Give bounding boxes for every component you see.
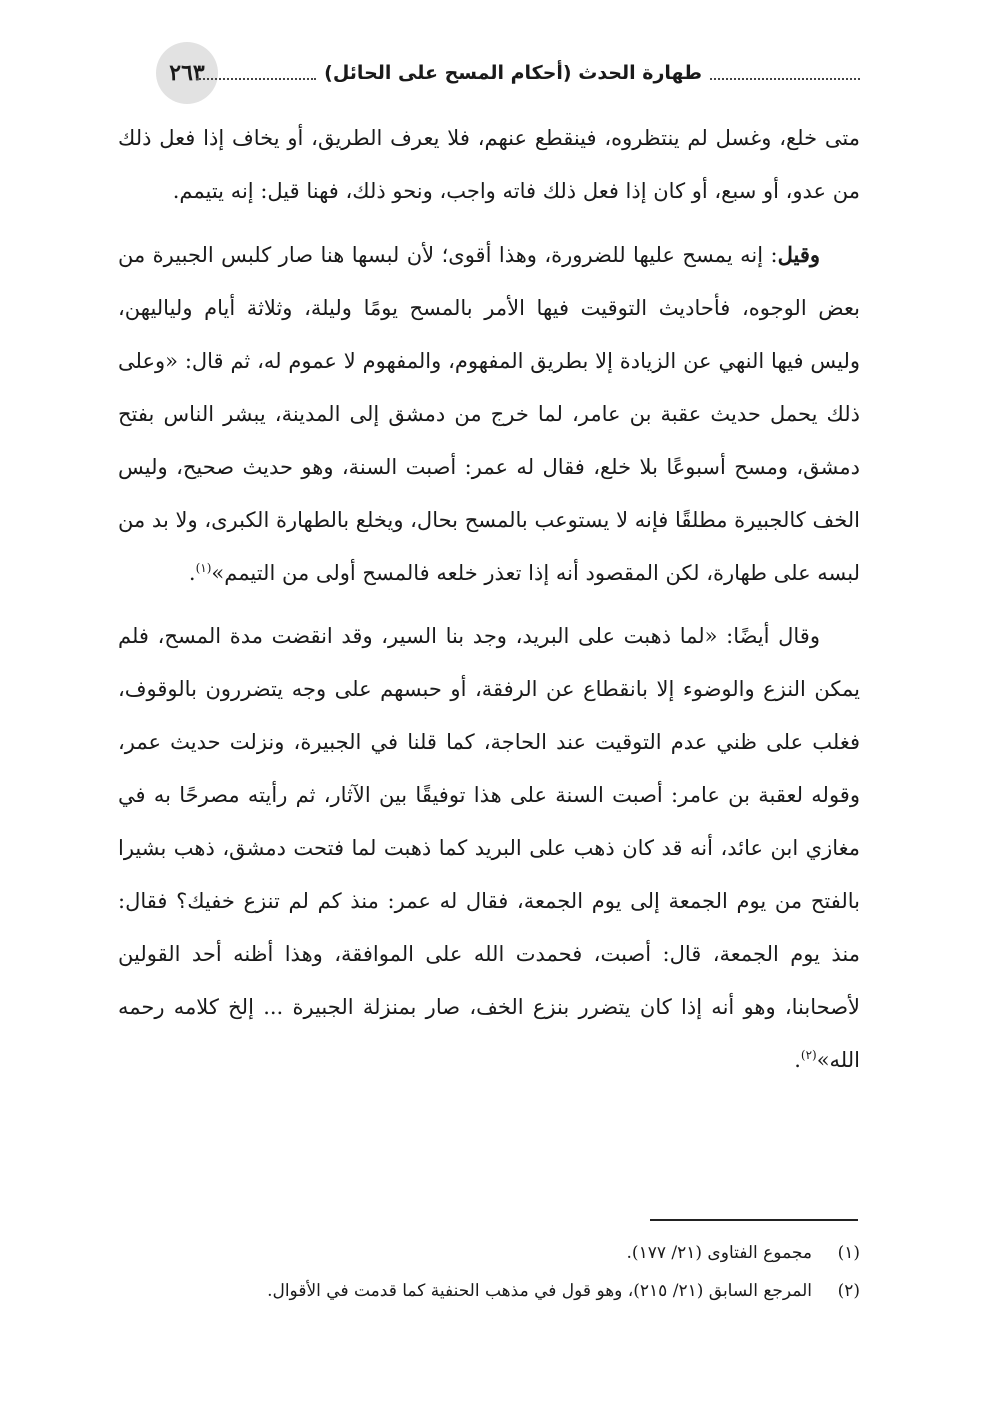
paragraph-3: [118, 610, 860, 1087]
footnote-1-number: (١): [837, 1243, 860, 1263]
main-text: [118, 112, 860, 1097]
footnote-divider: [650, 1219, 858, 1221]
paragraph-2-text: : إنه يمسح عليها للضرورة، وهذا أقوى؛ لأن لبسها هنا صار كلبس الجبيرة من بعض الوجوه، فأحاديث التوقيت فيها الأمر بالمسح يومًا وليلة، وثلاثة أيام ولياليهن، وليس فيها النهي عن الزيادة إلا بطريق المفهوم، والمفهوم لا عموم له، ثم قال: «وعلى ذلك يحمل حديث عقبة بن عامر، لما خرج من دمشق إلى المدينة، يبشر الناس بفتح دمشق، ومسح أسبوعًا بلا خلع، فقال له عمر: أصبت السنة، وهو حديث صحيح، وليس الخف كالجبيرة مطلقًا فإنه لا يستوعب بالمسح بحال، ويخلع بالطهارة الكبرى، ولا بد من لبسه على طهارة، لكن المقصود أنه إذا تعذر خلعه فالمسح أولى من التيمم»: [118, 243, 860, 585]
footnotes: [118, 1234, 860, 1310]
page-header: [108, 42, 868, 102]
footnote-1-text: مجموع الفتاوى (٢١/ ١٧٧).: [626, 1243, 812, 1263]
paragraph-1: [118, 112, 860, 218]
footnote-ref-2[interactable]: (٢): [800, 1048, 817, 1062]
paragraph-2-lead: وقيل: [777, 242, 820, 267]
paragraph-3-text: وقال أيضًا: «لما ذهبت على البريد، وجد بنا السير، وقد انقضت مدة المسح، فلم يمكن النزع والوضوء إلا بانقطاع عن الرفقة، أو حبسهم على وجه يتضررون بالوقوف، فغلب على ظني عدم التوقيت عند الحاجة، كما قلنا في الجبيرة، ونزلت حديث عمر، وقوله لعقبة بن عامر: أصبت السنة على هذا توفيقًا بين الآثار، ثم رأيته مصرحًا به في مغازي ابن عائد، أنه قد كان ذهب على البريد كما ذهبت لما فتحت دمشق، ذهب بشيرا بالفتح من يوم الجمعة إلى يوم الجمعة، فقال له عمر: منذ كم لم تنزع خفيك؟ فقال: منذ يوم الجمعة، قال: أصبت، فحمدت الله على الموافقة، وهذا أظنه أحد القولين لأصحابنا، وهو أنه إذا كان يتضرر بنزع الخف، صار بمنزلة الجبيرة ... إلخ كلامه رحمه الله»: [118, 624, 860, 1072]
footnote-2-text: المرجع السابق (٢١/ ٢١٥)، وهو قول في مذهب الحنفية كما قدمت في الأقوال.: [267, 1281, 812, 1301]
paragraph-3-tail: .: [794, 1048, 801, 1072]
footnote-2: [118, 1272, 860, 1310]
footnote-ref-1[interactable]: (١): [195, 561, 212, 575]
paragraph-2: [118, 228, 860, 600]
leader-dots-left: [196, 78, 316, 80]
leader-dots-right: [710, 78, 860, 80]
paragraph-1-text: متى خلع، وغسل لم ينتظروه، فينقطع عنهم، فلا يعرف الطريق، أو يخاف إذا فعل ذلك من عدو، أو سبع، أو كان إذا فعل ذلك فاته واجب، ونحو ذلك، فهنا قيل: إنه يتيمم.: [118, 126, 860, 203]
running-title: طهارة الحدث (أحكام المسح على الحائل): [324, 62, 702, 84]
paragraph-2-tail: .: [188, 561, 196, 585]
page-number-badge: ٢٦٣: [156, 42, 218, 104]
running-title-bar: [188, 42, 868, 104]
footnote-2-number: (٢): [837, 1281, 860, 1301]
footnote-1: [118, 1234, 860, 1272]
